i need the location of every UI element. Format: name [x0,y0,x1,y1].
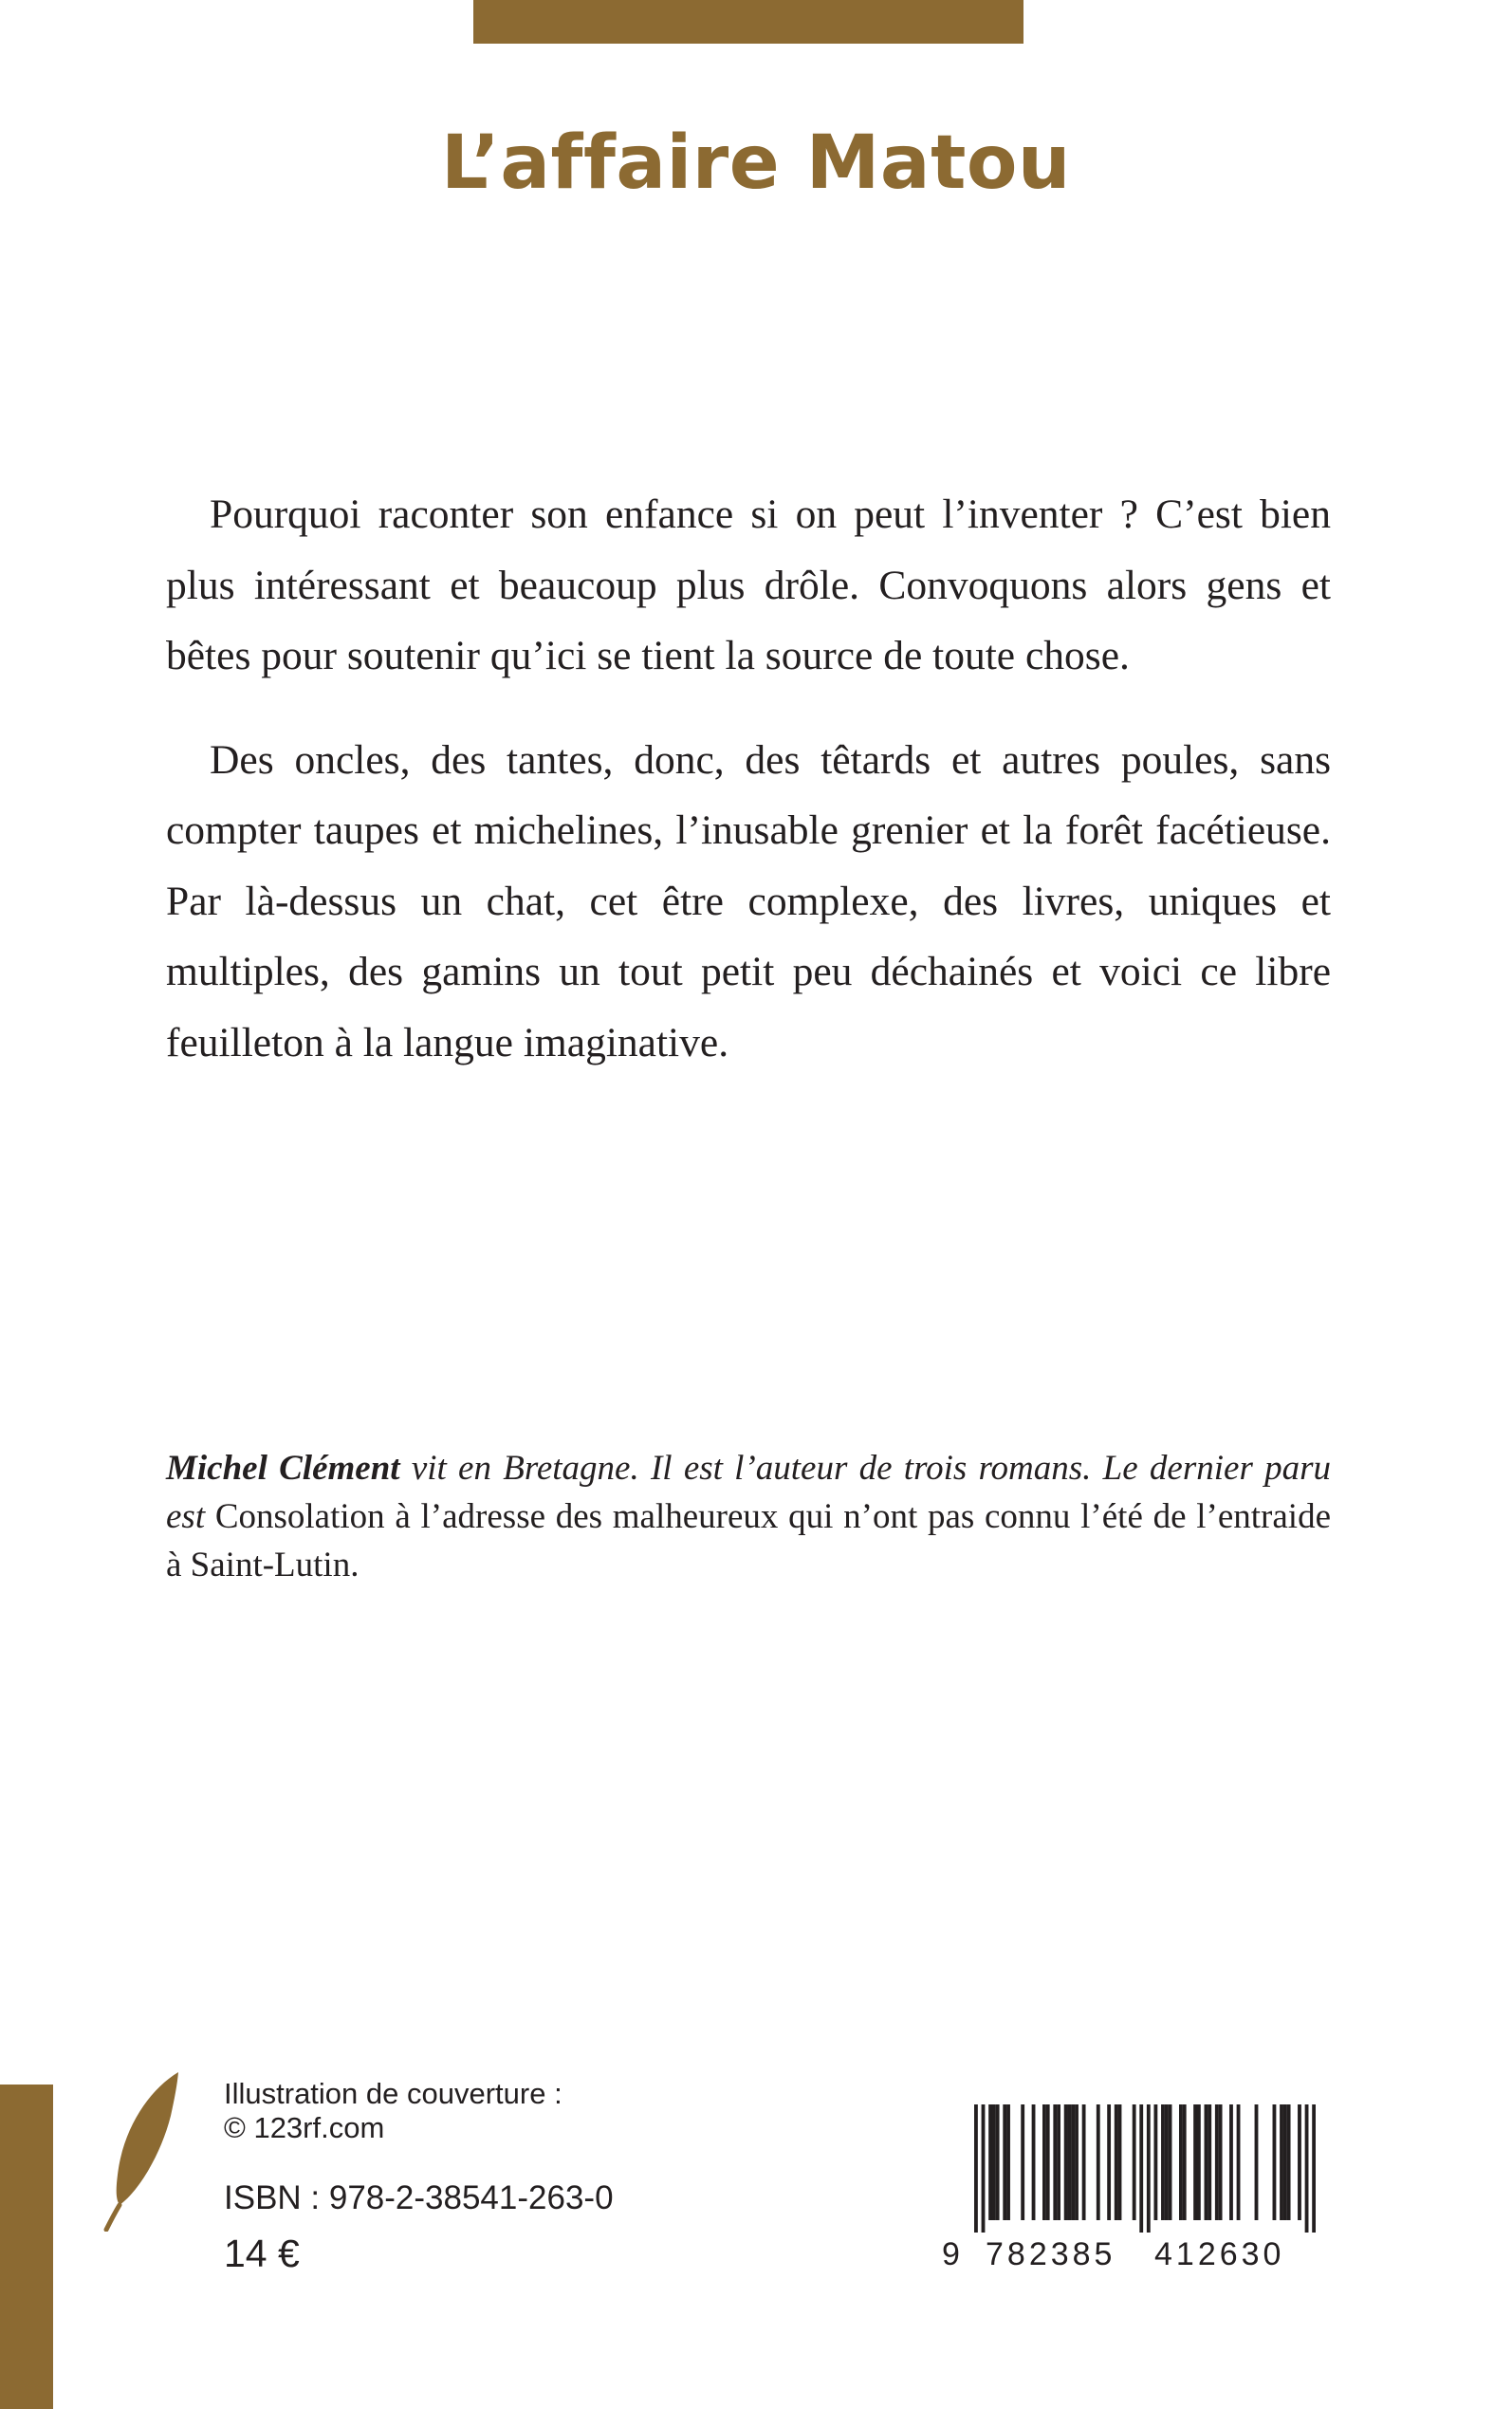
barcode-left-group: 782385 [986,2236,1116,2272]
barcode-bar [1042,2104,1046,2220]
barcode-bar [1046,2104,1050,2220]
author-bio [166,1444,1331,1589]
barcode-bar [1205,2104,1208,2220]
barcode-bar [1193,2104,1197,2220]
cover-illustration-credit [224,2077,562,2145]
barcode-bar [1021,2104,1024,2220]
barcode-bar [1280,2104,1283,2220]
author-name: Michel Clément [166,1449,400,1488]
barcode-bar [1161,2104,1165,2220]
barcode-bar [1133,2104,1136,2220]
back-cover-blurb [166,479,1331,1078]
barcode-guard-bar [1312,2104,1316,2233]
barcode-right-group: 412630 [1154,2236,1285,2272]
barcode-bar [1197,2104,1201,2220]
barcode-bar [1006,2104,1010,2220]
barcode-bar [1183,2104,1187,2220]
barcode-bar [1068,2104,1072,2220]
barcode-first-digit: 9 [942,2236,960,2272]
barcode-bar [1107,2104,1111,2220]
barcode-bar [1219,2104,1223,2220]
barcode-bar [1057,2104,1060,2220]
previous-book-title: Consolation à l’adresse des malheureux qui n’ont pas connu l’été de l’entraide à Saint-Lutin. [166,1497,1331,1584]
barcode-bar [1003,2104,1006,2220]
author-bio-text: vit en Bretagne. Il est l’auteur de trois romans. Le dernier paru est [166,1449,1331,1536]
barcode-bar [996,2104,1000,2220]
barcode-bar [1118,2104,1122,2220]
barcode-bar [1115,2104,1118,2220]
barcode-bar [1075,2104,1079,2220]
barcode-bar [1165,2104,1169,2220]
barcode-guard-bar [982,2104,986,2233]
barcode-guard-bar [1305,2104,1309,2233]
barcode-icon [974,2104,1316,2233]
credit-line-2: © 123rf.com [224,2111,385,2144]
barcode-bar [1053,2104,1057,2220]
blurb-paragraph-1: Pourquoi raconter son enfance si on peut l’inventer ? C’est bien plus intéressant et beaucoup plus drôle. Convoquons alors gens et bêtes pour soutenir qu’ici se tient la source de toute chose. [166,491,1331,678]
barcode [934,2095,1323,2283]
barcode-bar [1179,2104,1183,2220]
isbn-number: ISBN : 978-2-38541-263-0 [224,2179,614,2216]
side-accent-bar [0,2085,53,2409]
barcode-bar [1208,2104,1211,2220]
barcode-bar [1298,2104,1301,2220]
barcode-bar [1237,2104,1241,2220]
barcode-guard-bar [1139,2104,1143,2233]
barcode-bar [1064,2104,1068,2220]
barcode-bar [1287,2104,1291,2220]
credit-line-1: Illustration de couverture : [224,2077,562,2110]
barcode-guard-bar [974,2104,978,2233]
barcode-bar [1153,2104,1157,2220]
feather-icon [102,2070,180,2232]
barcode-bar [1215,2104,1219,2220]
barcode-bar [1082,2104,1086,2220]
blurb-paragraph-2: Des oncles, des tantes, donc, des têtards et autres poules, sans compter taupes et michelines, l’inusable grenier et la forêt facétieuse. Par là-dessus un chat, cet être complexe, des livres, uniques et multiples, des gamins un tout petit peu déchainés et voici ce libre feuilleton à la langue imaginative. [166,736,1331,1066]
barcode-bar [1255,2104,1259,2220]
barcode-bar [1273,2104,1277,2220]
top-accent-bar [473,0,1023,44]
barcode-bar [988,2104,992,2220]
price: 14 € [224,2232,300,2275]
book-title: L’affaire Matou [441,120,1071,206]
barcode-bar [1097,2104,1100,2220]
barcode-bar [1032,2104,1036,2220]
barcode-bar [1071,2104,1075,2220]
barcode-guard-bar [1147,2104,1151,2233]
barcode-bar [1229,2104,1233,2220]
barcode-bar [1283,2104,1287,2220]
barcode-bar [1169,2104,1172,2220]
barcode-bar [992,2104,996,2220]
